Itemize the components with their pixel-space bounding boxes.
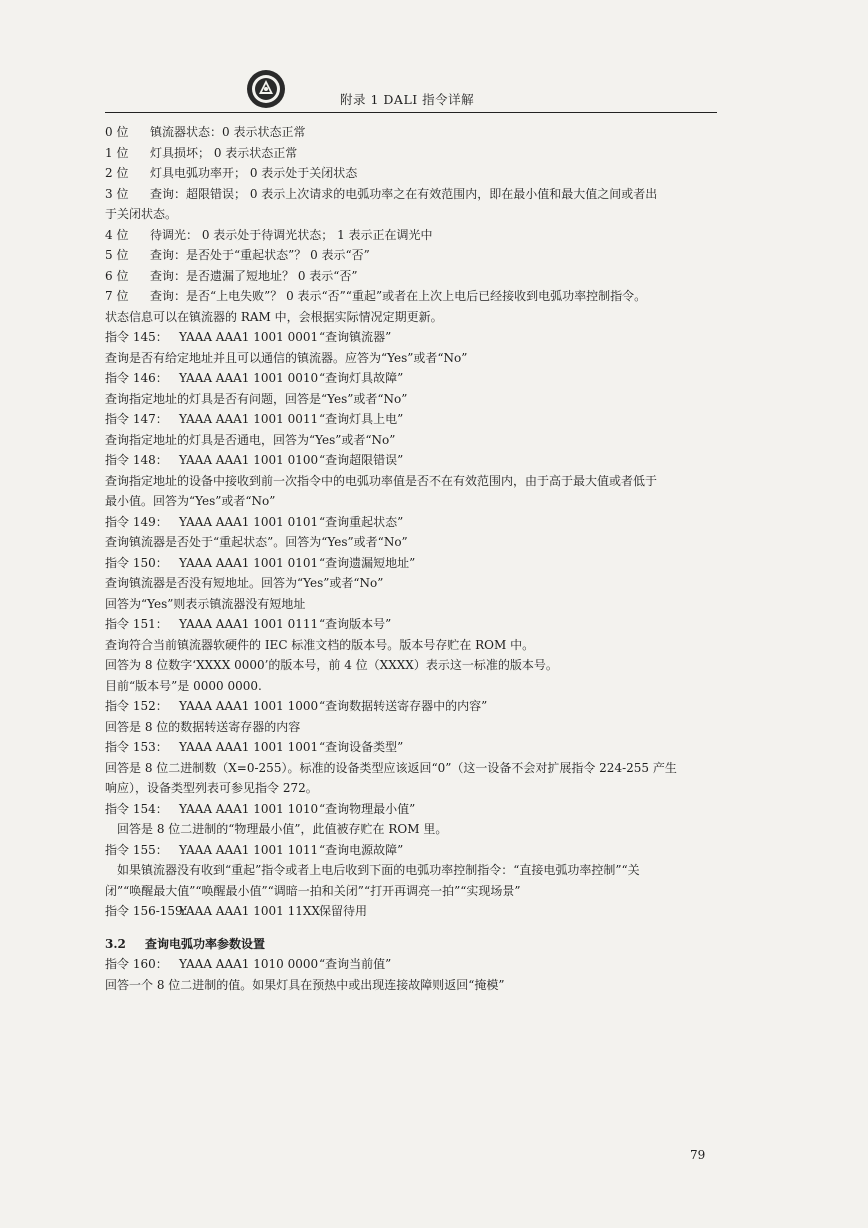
paragraph-line: 状态信息可以在镇流器的 RAM 中，会根据实际情况定期更新。 [105,309,443,324]
command-line [105,553,715,574]
command-code: YAAA AAA1 1010 0000 [179,957,319,971]
command-code: YAAA AAA1 1001 0101 [179,514,319,529]
bit-label: 6 位 [105,268,129,283]
command-code: YAAA AAA1 1001 0010 [179,371,319,385]
status-bit-line [105,266,715,287]
bit-description: 查询：超限错误； 0 表示上次请求的电弧功率之在有效范围内，即在最小值和最大值之间或者出 [150,186,658,201]
command-number: 指令 150： [105,555,168,570]
bit-description: 待调光： 0 表示处于待调光状态； 1 表示正在调光中 [150,227,433,242]
command-name: 保留待用 [319,904,368,918]
command-name: “查询设备类型” [319,740,404,754]
status-bit-line [105,245,715,266]
paragraph-line: 回答为 8 位数字‘XXXX 0000’的版本号，前 4 位（XXXX）表示这一标准的版本号。 [105,658,558,672]
university-logo-icon [245,68,287,110]
command-code: YAAA AAA1 1001 0111 [179,617,319,631]
command-number: 指令 160： [105,957,168,971]
paragraph-line: 查询指定地址的灯具是否有问题，回答是“Yes”或者“No” [105,391,408,406]
command-name: “查询镇流器” [319,330,392,344]
command-name: “查询超限错误” [319,453,404,467]
paragraph-line: 查询符合当前镇流器软硬件的 IEC 标准文档的版本号。版本号存贮在 ROM 中。 [105,637,535,652]
page-header [105,68,717,113]
command-number: 指令 155： [105,842,168,857]
paragraph-line: 查询镇流器是否处于“重起状态”。回答为“Yes”或者“No” [105,535,408,549]
command-name: “查询当前值” [319,957,392,971]
status-bit-line [105,184,715,205]
command-code: YAAA AAA1 1001 1010 [179,801,319,816]
bit-label: 0 位 [105,125,129,139]
paragraph-line: 查询是否有给定地址并且可以通信的镇流器。应答为“Yes”或者“No” [105,350,468,365]
bit-description: 查询：是否“上电失败”？ 0 表示“否”“重起”或者在上次上电后已经接收到电弧功率控制指令。 [150,289,647,303]
command-line [105,409,715,430]
status-bit-line [105,143,715,164]
command-number: 指令 156-159： [105,904,195,918]
header-title: 附录 1 DALI 指令详解 [340,92,475,107]
bit-label: 5 位 [105,248,129,262]
command-line [105,696,715,717]
command-name: “查询电源故障” [319,842,404,857]
section-number: 3.2 [105,936,126,951]
command-line [105,799,715,820]
command-name: “查询版本号” [319,617,392,631]
command-line [105,327,715,348]
command-line [105,901,715,922]
bit-label: 4 位 [105,227,129,242]
command-name: “查询灯具故障” [319,371,404,385]
status-bit-line [105,225,715,246]
paragraph-line: 查询镇流器是否没有短地址。回答为“Yes”或者“No” [105,576,384,590]
command-line [105,737,715,758]
paragraph-line: 如果镇流器没有收到“重起”指令或者上电后收到下面的电弧功率控制指令：“直接电弧功率控制”“关 [105,863,640,877]
command-number: 指令 152： [105,699,168,713]
bit-description: 镇流器状态：0 表示状态正常 [150,125,306,139]
command-line [105,512,715,533]
command-number: 指令 149： [105,514,168,529]
bit-description: 查询：是否处于“重起状态”？ 0 表示“否” [150,248,370,262]
bit-label: 7 位 [105,289,129,303]
paragraph-line: 回答为“Yes”则表示镇流器没有短地址 [105,596,306,611]
command-line [105,840,715,861]
command-number: 指令 146： [105,371,168,385]
command-name: “查询物理最小值” [319,801,416,816]
section-heading [105,934,715,955]
paragraph-line: 闭”“唤醒最大值”“唤醒最小值”“调暗一拍和关闭”“打开再调亮一拍”“实现场景” [105,883,521,898]
command-number: 指令 145： [105,330,168,344]
command-code: YAAA AAA1 1001 0101 [179,555,319,570]
command-code: YAAA AAA1 1001 1011 [179,842,319,857]
command-code: YAAA AAA1 1001 0011 [179,412,319,426]
command-code: YAAA AAA1 1001 0001 [179,330,319,344]
paragraph-line: 最小值。回答为“Yes”或者“No” [105,494,276,508]
command-number: 指令 148： [105,453,168,467]
command-name: “查询遗漏短地址” [319,555,416,570]
paragraph-line: 回答一个 8 位二进制的值。如果灯具在预热中或出现连接故障则返回“掩模” [105,977,505,992]
bit-description: 查询：是否遗漏了短地址？ 0 表示“否” [150,268,358,283]
command-code: YAAA AAA1 1001 0100 [179,453,319,467]
command-number: 指令 147： [105,412,168,426]
paragraph-line: 回答是 8 位二进制数（X=0-255）。标准的设备类型应该返回“0”（这一设备不会对扩展指令 224-255 产生 [105,760,677,775]
command-code: YAAA AAA1 1001 11XX [179,904,320,918]
document-body [105,122,715,995]
command-number: 指令 151： [105,617,168,631]
command-number: 指令 153： [105,740,168,754]
paragraph-line: 查询指定地址的灯具是否通电，回答为“Yes”或者“No” [105,432,396,447]
bit-label: 3 位 [105,186,129,201]
bit-label: 1 位 [105,145,129,160]
paragraph-line: 查询指定地址的设备中接收到前一次指令中的电弧功率值是否不在有效范围内，由于高于最大值或者低于 [105,473,658,488]
command-name: “查询重起状态” [319,514,404,529]
section-title: 查询电弧功率参数设置 [145,936,266,951]
command-name: “查询灯具上电” [319,412,404,426]
command-code: YAAA AAA1 1001 1000 [179,699,319,713]
command-number: 指令 154： [105,801,168,816]
command-line [105,450,715,471]
bit-description-continued: 于关闭状态。 [105,207,178,221]
bit-description: 灯具损坏； 0 表示状态正常 [150,145,298,160]
command-line [105,954,715,975]
bit-description: 灯具电弧功率开； 0 表示处于关闭状态 [150,166,358,180]
paragraph-line: 响应），设备类型列表可参见指令 272。 [105,781,318,795]
command-line [105,614,715,635]
status-bit-line [105,163,715,184]
command-code: YAAA AAA1 1001 1001 [179,740,319,754]
paragraph-line: 回答是 8 位二进制的“物理最小值”，此值被存贮在 ROM 里。 [105,822,448,836]
command-line [105,368,715,389]
page-number: 79 [690,1148,706,1162]
paragraph-line: 回答是 8 位的数据转送寄存器的内容 [105,719,301,734]
paragraph-line: 目前“版本号”是 0000 0000. [105,678,262,693]
bit-label: 2 位 [105,166,129,180]
status-bit-line [105,122,715,143]
status-bit-line [105,286,715,307]
command-name: “查询数据转送寄存器中的内容” [319,699,488,713]
